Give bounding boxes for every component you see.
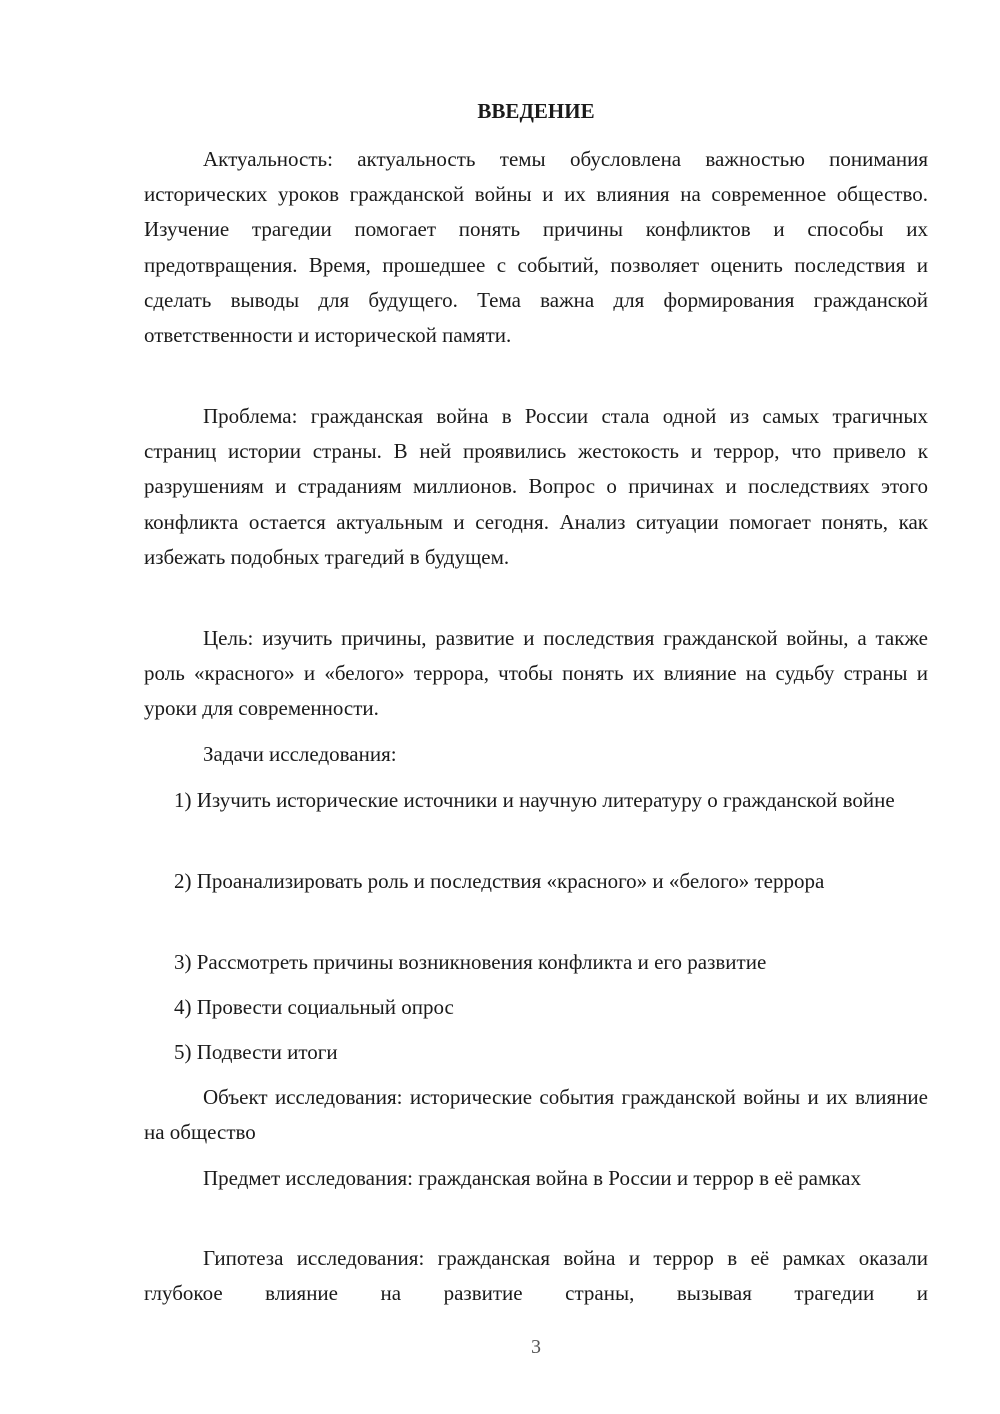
paragraph-problem: Проблема: гражданская война в России стала одной из самых трагичных страниц истории страны. В ней проявились жестокость и террор, что привело к разрушениям и страданиям миллионов. Вопрос о причинах и последствиях этого конфликта остается актуальным и сегодня. Анализ ситуации помогает понять, как избежать подобных трагедий в будущем. — [144, 404, 928, 569]
hypothesis-line-2: оказали глубокое влияние на развитие страны, вызывая трагедии и — [144, 1246, 929, 1306]
task-item-2: 2) Проанализировать роль и последствия «красного» и «белого» террора — [174, 869, 825, 893]
paragraph-goal: Цель: изучить причины, развитие и последствия гражданской войны, а также роль «красного» и «белого» террора, чтобы понять их влияние на судьбу страны и уроки для современности. — [144, 626, 928, 721]
task-item-5: 5) Подвести итоги — [174, 1040, 338, 1064]
task-item-4: 4) Провести социальный опрос — [174, 995, 454, 1019]
task-item-3: 3) Рассмотреть причины возникновения конфликта и его развитие — [174, 950, 767, 974]
page-number: 3 — [531, 1336, 541, 1358]
section-heading: ВВЕДЕНИЕ — [477, 99, 595, 123]
paragraph-object: Объект исследования: исторические события гражданской войны и их влияние на общество — [144, 1085, 928, 1145]
hypothesis-line-1: Гипотеза исследования: гражданская война и террор в её рамках — [203, 1246, 846, 1270]
task-item-1: 1) Изучить исторические источники и научную литературу о гражданской войне — [174, 788, 895, 812]
paragraph-relevance: Актуальность: актуальность темы обусловлена важностью понимания исторических уроков гражданской войны и их влияния на современное общество. Изучение трагедии помогает понять причины конфликтов и способы их предотвращения. Время, прошедшее с событий, позволяет оценить последствия и сделать выводы для будущего. Тема важна для формирования гражданской ответственности и исторической памяти. — [144, 147, 928, 348]
paragraph-subject: Предмет исследования: гражданская война в России и террор в её рамках — [203, 1166, 861, 1190]
tasks-heading: Задачи исследования: — [203, 742, 397, 766]
paragraph-hypothesis — [144, 1241, 928, 1311]
